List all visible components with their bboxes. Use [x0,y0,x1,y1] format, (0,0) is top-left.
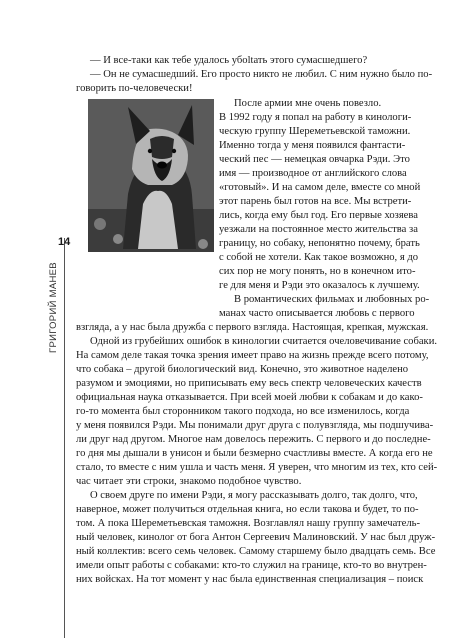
text-line: После армии мне очень повезло. [234,98,382,109]
text-line: ный человек, кинолог от бога Антон Сергеевич Малиновский. У нас был друж- [76,532,436,543]
text-line: — Он не сумасшедший. Его просто никто не любил. С ним нужно было по- [90,69,433,80]
margin-rule [64,238,65,638]
text-line: В 1992 году я попал на работу в кинологи- [219,112,412,123]
text-line: имя — производное от английского слова [219,168,407,179]
text-line: границу, но собаку, непонятно почему, брать [219,238,420,249]
running-head-author: ГРИГОРИЙ МАНЕВ [48,262,59,353]
text-line: с собой не хотели. Как такое возможно, я до [219,252,419,263]
text-line: «готовый». И на самом деле, вместе со мной [219,182,421,193]
german-shepherd-dog-photo-icon [88,99,214,252]
text-line: ли друг над другом. Многое нам довелось пережить. С первого и до последне- [76,434,431,445]
text-line: стало, то вместе с ним ушла и часть меня. Я уверен, что многим из тех, кто сей- [76,462,438,473]
text-line: у меня появился Рэди. Мы понимали друг друга с полувзгляда, мы подшучива- [76,420,434,431]
text-line: го-то момента был сторонником такого подхода, но все изменилось, когда [76,406,410,417]
text-line: Одной из грубейших ошибок в кинологии считается очеловечивание собаки. [90,336,438,347]
text-line: что собака – другой биологический вид. Конечно, это животное наделено [76,364,409,375]
text-line: разумом и эмоциями, но приписывать ему весь спектр человеческих качеств [76,378,422,389]
text-line: взгляда, а у нас была дружба с первого взгляда. Настоящая, крепкая, мужская. [76,322,429,333]
text-line: Именно тогда у меня появился фантасти- [219,140,406,151]
text-line: имели опыт работы с собаками: кто-то служил на границе, кто-то во внутрен- [76,560,427,571]
text-line: В романтических фильмах и любовных ро- [234,294,430,305]
dog-photo [88,99,214,252]
text-line: го дня мы дышали в унисон и были безмерно счастливы вместе. А когда его не [76,448,433,459]
text-line: О своем друге по имени Рэди, я могу рассказывать долго, так долго, что, [90,490,418,501]
text-line: ческую группу Шереметьевской таможни. [219,126,411,137]
text-line: манах часто описывается любовь с первого [219,308,415,319]
text-line: — И все-таки как тебе удалось убоltать этого сумасшедшего? [90,55,368,66]
page-number: 14 [58,236,71,248]
text-line: ный коллектив: всего семь человек. Самому старшему было двадцать семь. Все [76,546,436,557]
text-line: сих пор не могу понять, но в конечном ито- [219,266,416,277]
text-line: наверное, может получиться отдельная книга, но если такова и будет, то по- [76,504,419,515]
text-line: официальная наука отказывается. При всей моей любви к собакам и до како- [76,392,423,403]
text-line: На самом деле такая точка зрения имеет право на жизнь прежде всего потому, [76,350,429,361]
text-line: этот парень был готов на все. Мы встрети- [219,196,412,207]
text-line: том. А пока Шереметьевская таможня. Возглавлял нашу группу замечатель- [76,518,420,529]
text-line: лись, когда ему был год. Его первые хозяева [219,210,418,221]
text-line: говорить по-человечески! [76,83,193,94]
text-line: час читает эти строки, знакомо подобное чувство. [76,476,302,487]
text-line: ческий пес — немецкая овчарка Рэди. Это [219,154,410,165]
text-line: уезжали на постоянное место жительства за [219,224,418,235]
text-line: них войсках. На тот момент у нас была единственная специализация – поиск [76,574,424,585]
text-line: ге для меня и Рэди это оказалось к лучшему. [219,280,420,291]
